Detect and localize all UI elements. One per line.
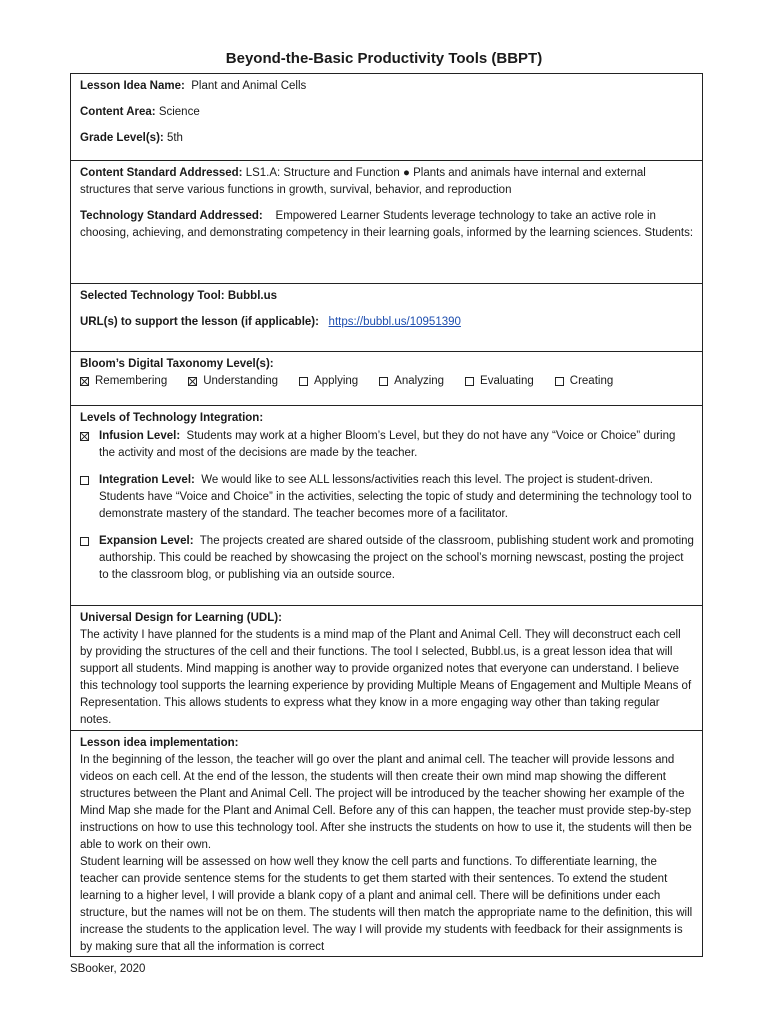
lesson-info-section	[71, 74, 702, 160]
content-area-label: Content Area:	[80, 106, 156, 118]
expansion-label: Expansion Level:	[99, 535, 194, 547]
content-standard-label: Content Standard Addressed:	[80, 167, 243, 179]
bloom-item-applying[interactable]: Applying	[299, 373, 358, 390]
udl-text: The activity I have planned for the students is a mind map of the Plant and Animal Cell. They will deconstruct each cell by providing the structures of the cell and their functions. The tool I selected, Bubbl.us, is a great lesson idea that will support all students. Mind mapping is another way to provide organized notes that everyone can understand. I believe this technology tool supports the learning experience by providing Multiple Means of Engagement and Multiple Means of Representation. This allows students to express what they know in a more engaging way other than taking regular notes.	[80, 629, 692, 726]
integration-level	[80, 472, 694, 523]
lesson-url-link[interactable]: https://bubbl.us/10951390	[328, 316, 461, 328]
bloom-item-understanding[interactable]: Understanding	[188, 373, 278, 390]
bloom-item-remembering[interactable]: Remembering	[80, 373, 167, 390]
lesson-plan-table	[70, 73, 703, 957]
expansion-level	[80, 533, 694, 584]
bloom-item-evaluating[interactable]: Evaluating	[465, 373, 534, 390]
udl-section	[71, 605, 702, 730]
selected-tool-value: Bubbl.us	[227, 290, 278, 302]
creating-checkbox[interactable]	[555, 377, 564, 386]
understanding-checkbox[interactable]	[188, 377, 197, 386]
integration-checkbox[interactable]	[80, 476, 89, 485]
infusion-level	[80, 428, 694, 462]
integration-heading: Levels of Technology Integration:	[80, 412, 264, 424]
bloom-level-list	[80, 373, 694, 390]
udl-heading: Universal Design for Learning (UDL):	[80, 612, 282, 624]
infusion-checkbox[interactable]	[80, 432, 89, 441]
content-standard-value: LS1.A: Structure and Function ● Plants and animals have internal and external structures that serve various functions in growth, survival, behavior, and reproduction	[80, 167, 646, 196]
page-title: Beyond-the-Basic Productivity Tools (BBPT)	[225, 50, 543, 67]
footer-author: SBooker, 2020	[70, 963, 146, 975]
content-area-value: Science	[158, 106, 200, 118]
technology-standard-label: Technology Standard Addressed:	[80, 210, 263, 222]
implementation-section	[71, 730, 702, 956]
integration-section	[71, 405, 702, 605]
implementation-heading: Lesson idea implementation:	[80, 737, 239, 749]
infusion-label: Infusion Level:	[99, 430, 181, 442]
expansion-checkbox[interactable]	[80, 537, 89, 546]
bloom-item-creating[interactable]: Creating	[555, 373, 613, 390]
lesson-idea-value: Plant and Animal Cells	[191, 80, 307, 92]
infusion-text: Students may work at a higher Bloom’s Level, but they do not have any “Voice or Choice” during the activity and most of the decisions are made by the teacher.	[99, 430, 676, 459]
integration-label: Integration Level:	[99, 474, 195, 486]
applying-checkbox[interactable]	[299, 377, 308, 386]
bloom-heading: Bloom’s Digital Taxonomy Level(s):	[80, 358, 274, 370]
technology-tool-section	[71, 283, 702, 351]
technology-standard-value: Empowered Learner Students leverage technology to take an active role in choosing, achieving, and demonstrating competency in their learning goals, informed by the learning sciences. Students:	[80, 210, 694, 239]
grade-level-value: 5th	[166, 132, 183, 144]
bloom-item-analyzing[interactable]: Analyzing	[379, 373, 444, 390]
selected-tool-label: Selected Technology Tool:	[80, 290, 225, 302]
evaluating-checkbox[interactable]	[465, 377, 474, 386]
implementation-paragraph-1: In the beginning of the lesson, the teacher will go over the plant and animal cell. The teacher will provide lessons and videos on each cell. At the end of the lesson, the students will then create their own mind map showing the different structures between the Plant and Animal Cell. The project will be introduced by the teacher showing her example of the Mind Map she made for the Plant and Animal Cell. Before any of this can happen, the teacher must provide step-by-step instructions on how to use this technology tool. After she instructs the students on how to use it, the students will then be able to work on their own.	[80, 754, 692, 851]
lesson-idea-label: Lesson Idea Name:	[80, 80, 185, 92]
standards-section	[71, 160, 702, 283]
implementation-paragraph-2: Student learning will be assessed on how well they know the cell parts and functions. To differentiate learning, the teacher can provide sentence stems for the students to get them started with their sentences. To extend the student learning to a higher level, I will provide a blank copy of a plant and animal cell. There will be definitions under each structure, but the names will not be on them. The students will then match the appropriate name to the definition, this will increase the students to the application level. The way I will provide my students with feedback for their assignments is by making sure that all the information is correct	[80, 856, 693, 953]
remembering-checkbox[interactable]	[80, 377, 89, 386]
expansion-text: The projects created are shared outside of the classroom, publishing student work and promoting authorship. This could be reached by showcasing the project on the school’s morning newscast, posting the project to the classroom blog, or publishing via an outside source.	[99, 535, 694, 581]
bloom-section	[71, 351, 702, 405]
grade-level-label: Grade Level(s):	[80, 132, 164, 144]
url-label: URL(s) to support the lesson (if applicable):	[80, 316, 319, 328]
analyzing-checkbox[interactable]	[379, 377, 388, 386]
integration-text: We would like to see ALL lessons/activities reach this level. The project is student-driven. Students have “Voice and Choice” in the activities, selecting the topic of study and determining the technology tool to demonstrate mastery of the standard. The teacher becomes more of a facilitator.	[99, 474, 692, 520]
